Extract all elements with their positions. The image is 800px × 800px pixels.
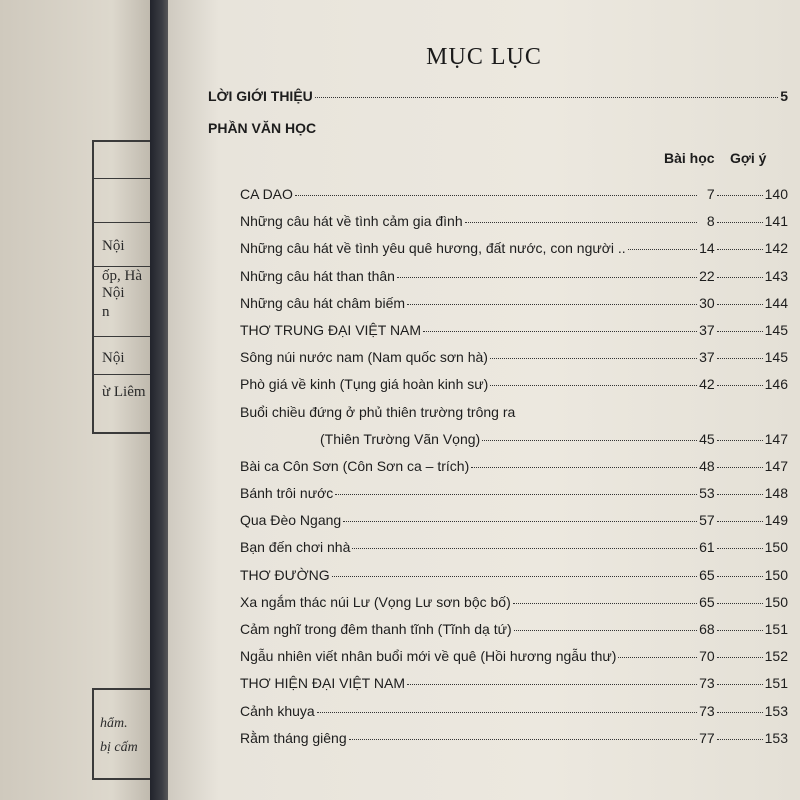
dot-leader: [717, 712, 763, 713]
lesson-page-number: 48: [699, 457, 715, 474]
hint-page-number: 148: [764, 485, 788, 501]
lesson-page-number: 65: [699, 593, 715, 610]
toc-entry-title: Những câu hát than thân: [240, 267, 395, 284]
toc-entry: [240, 512, 788, 528]
dot-leader: [423, 331, 697, 332]
dot-leader: [317, 712, 697, 713]
dot-leader: [335, 494, 696, 495]
toc-entry-title: Cảm nghĩ trong đêm thanh tĩnh (Tĩnh dạ tứ): [240, 621, 512, 637]
toc-entry: [240, 567, 788, 583]
lesson-page-number: 57: [699, 512, 715, 529]
toc-entry-title: Bạn đến chơi nhà: [240, 539, 351, 556]
toc-entry-title: Những câu hát về tình yêu quê hương, đất nước, con người ..: [240, 240, 626, 257]
lesson-page-number: 42: [699, 376, 715, 393]
hint-page-number: 152: [764, 648, 788, 665]
dot-leader: [717, 630, 763, 631]
hint-page-number: 143: [764, 267, 788, 284]
hint-page-number: 150: [764, 539, 788, 556]
toc-entry: [240, 703, 788, 719]
dot-leader: [315, 97, 778, 98]
dot-leader: [514, 630, 697, 631]
toc-entry-title: Rằm tháng giêng: [240, 729, 347, 746]
dot-leader: [717, 521, 763, 522]
hint-page-number: 151: [764, 675, 788, 692]
toc-entry: [240, 213, 788, 229]
dot-leader: [717, 576, 763, 577]
dot-leader: [349, 739, 697, 740]
hint-page-number: 153: [764, 702, 788, 719]
hint-page-number: 150: [764, 593, 788, 610]
imprint-fragment: n: [102, 304, 110, 320]
imprint-fragment: ốp, Hà Nội: [102, 268, 142, 301]
toc-entry-title: Bánh trôi nước: [240, 485, 334, 501]
lesson-page-number: 53: [699, 485, 715, 501]
lesson-page-number: 8: [706, 213, 715, 230]
dot-leader: [717, 195, 763, 196]
toc-entry: [240, 675, 788, 691]
dot-leader: [717, 684, 763, 685]
hint-page-number: 145: [764, 349, 788, 366]
dot-leader: [352, 548, 696, 549]
section-heading: PHẦN VĂN HỌC: [208, 120, 317, 136]
imprint-divider: [92, 222, 152, 223]
toc-entry: [240, 621, 788, 637]
hint-page-number: 147: [764, 457, 788, 474]
dot-leader: [717, 603, 763, 604]
lesson-page-number: 30: [699, 294, 715, 311]
lesson-page-number: 37: [699, 322, 715, 338]
page-title: MỤC LỤC: [426, 44, 542, 70]
toc-entry-title: Bài ca Côn Sơn (Côn Sơn ca – trích): [240, 457, 470, 474]
lesson-page-number: 68: [699, 621, 715, 637]
hint-page-number: 147: [764, 430, 788, 447]
toc-entry: [240, 648, 788, 664]
imprint-fragment: Nội: [102, 350, 125, 366]
dot-leader: [717, 385, 763, 386]
toc-entry-title: Những câu hát châm biếm: [240, 294, 406, 311]
imprint-fragment: Nội: [102, 238, 125, 254]
dot-leader: [717, 657, 763, 658]
dot-leader: [717, 331, 763, 332]
toc-entry-title: Sông núi nước nam (Nam quốc sơn hà): [240, 349, 488, 366]
dot-leader: [513, 603, 697, 604]
hint-page-number: 142: [764, 240, 788, 257]
dot-leader: [717, 494, 763, 495]
toc-entry: [240, 376, 788, 392]
toc-label: LỜI GIỚI THIỆU: [208, 88, 313, 104]
previous-page: [0, 0, 160, 800]
toc-entry: [240, 349, 788, 365]
lesson-page-number: 45: [699, 430, 715, 447]
dot-leader: [407, 304, 697, 305]
lesson-page-number: 73: [699, 702, 715, 719]
imprint-divider: [92, 266, 152, 267]
lesson-page-number: 37: [699, 349, 715, 366]
copyright-note-line: bị cấm: [100, 740, 138, 755]
hint-page-number: 146: [764, 376, 788, 393]
dot-leader: [717, 277, 763, 278]
dot-leader: [717, 222, 763, 223]
imprint-fragment: ừ Liêm: [102, 384, 146, 400]
hint-page-number: 145: [764, 322, 788, 338]
imprint-divider: [92, 178, 152, 179]
toc-entry-title: Những câu hát về tình cảm gia đình: [240, 213, 463, 230]
hint-page-number: 140: [764, 186, 788, 202]
dot-leader: [295, 195, 697, 196]
dot-leader: [717, 467, 763, 468]
dot-leader: [717, 739, 763, 740]
imprint-divider: [92, 336, 152, 337]
toc-entry-title: Buổi chiều đứng ở phủ thiên trường trông ra: [240, 403, 516, 420]
lesson-page-number: 61: [699, 539, 715, 556]
dot-leader: [465, 222, 697, 223]
lesson-page-number: 22: [699, 267, 715, 284]
toc-entry: [240, 295, 788, 311]
lesson-page-number: 73: [699, 675, 715, 692]
copyright-note-line: hẩm.: [100, 716, 128, 731]
dot-leader: [407, 684, 697, 685]
dot-leader: [397, 277, 697, 278]
dot-leader: [717, 440, 763, 441]
hint-page-number: 153: [764, 729, 788, 746]
dot-leader: [717, 358, 763, 359]
dot-leader: [490, 385, 696, 386]
toc-entry-title: Ngẫu nhiên viết nhân buổi mới về quê (Hồi hương ngẫu thư): [240, 648, 617, 665]
dot-leader: [343, 521, 696, 522]
imprint-divider: [92, 374, 152, 375]
toc-entry: [240, 240, 788, 256]
dot-leader: [482, 440, 696, 441]
dot-leader: [471, 467, 696, 468]
hint-page-number: 150: [764, 566, 788, 583]
dot-leader: [717, 249, 763, 250]
toc-page-number: 5: [780, 88, 788, 104]
column-header-hint: Gợi ý: [730, 150, 767, 166]
toc-intro-row: [208, 88, 788, 104]
dot-leader: [490, 358, 697, 359]
dot-leader: [618, 657, 696, 658]
toc-entry: [240, 431, 788, 447]
toc-entry-title: THƠ HIỆN ĐẠI VIỆT NAM: [240, 675, 405, 692]
toc-entry: [240, 268, 788, 284]
hint-page-number: 151: [764, 621, 788, 637]
lesson-page-number: 14: [699, 240, 715, 257]
toc-entry-title: THƠ TRUNG ĐẠI VIỆT NAM: [240, 322, 422, 338]
column-header-lesson: Bài học: [664, 150, 715, 166]
dot-leader: [717, 304, 763, 305]
hint-page-number: 149: [764, 512, 788, 529]
toc-entry-title: Qua Đèo Ngang: [240, 512, 342, 529]
toc-entry: [240, 594, 788, 610]
table-of-contents-page: [168, 0, 800, 800]
lesson-page-number: 7: [706, 186, 715, 202]
lesson-page-number: 70: [699, 648, 715, 665]
toc-entry-title: Cảnh khuya: [240, 702, 315, 719]
toc-entry-title: CA DAO: [240, 186, 293, 202]
hint-page-number: 144: [764, 294, 788, 311]
toc-entry: [240, 186, 788, 202]
dot-leader: [717, 548, 763, 549]
lesson-page-number: 77: [699, 729, 715, 746]
dot-leader: [628, 249, 697, 250]
copyright-note-box: [92, 688, 154, 780]
toc-entry: [240, 322, 788, 338]
lesson-page-number: 65: [699, 566, 715, 583]
dot-leader: [332, 576, 697, 577]
toc-entry-title-continuation: (Thiên Trường Vãn Vọng): [320, 430, 481, 447]
hint-page-number: 141: [764, 213, 788, 230]
toc-entry: [240, 730, 788, 746]
toc-entry: [240, 458, 788, 474]
toc-entry-title: THƠ ĐƯỜNG: [240, 566, 330, 583]
toc-entry-title: Xa ngắm thác núi Lư (Vọng Lư sơn bộc bố): [240, 593, 511, 610]
toc-entry: [240, 485, 788, 501]
toc-entry: [240, 539, 788, 555]
toc-entry-title: Phò giá về kinh (Tụng giá hoàn kinh sư): [240, 376, 489, 393]
